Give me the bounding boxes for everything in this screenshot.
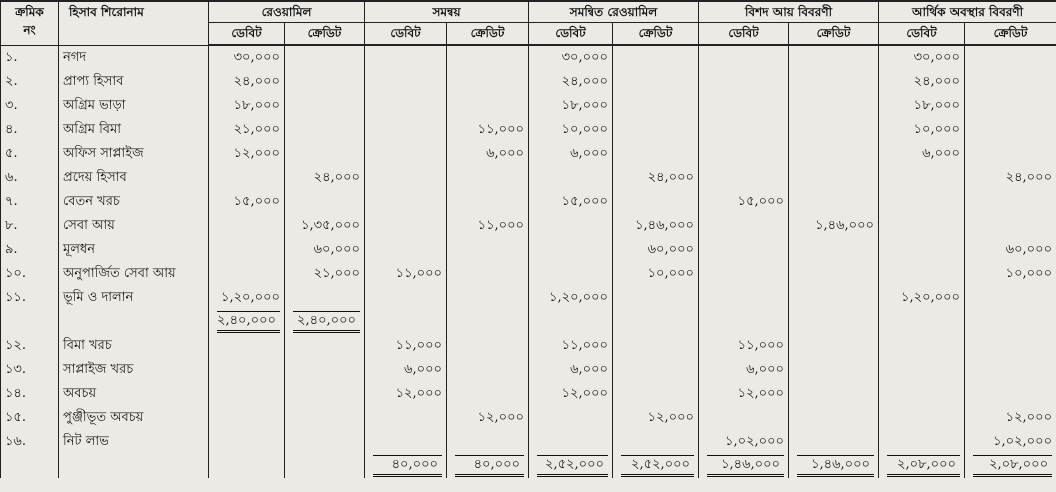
adjusted-tb-debit — [529, 166, 613, 190]
trial-balance-credit — [285, 382, 365, 406]
table-row — [1, 190, 1056, 214]
serial-number: ৫. — [1, 142, 59, 166]
adjustment-debit — [365, 70, 447, 94]
credit-header: ক্রেডিট — [285, 23, 365, 46]
adjustment-debit — [365, 118, 447, 142]
serial-number: ১৪. — [1, 382, 59, 406]
financial-position-credit — [965, 45, 1056, 70]
adjusted-tb-credit-total — [613, 454, 699, 478]
income-statement-credit — [789, 238, 879, 262]
financial-position-debit — [879, 358, 965, 382]
table-row — [1, 142, 1056, 166]
table-body — [1, 45, 1056, 478]
income-statement-credit — [789, 45, 879, 70]
table-row — [1, 238, 1056, 262]
trial-balance-credit — [285, 454, 365, 478]
adjustment-credit — [447, 238, 529, 262]
financial-position-debit: ১০,০০০ — [879, 118, 965, 142]
income-statement-debit — [699, 262, 789, 286]
adjustment-credit — [447, 190, 529, 214]
adjusted-tb-credit — [613, 334, 699, 358]
account-title: বেতন খরচ — [59, 190, 209, 214]
adjustment-credit — [447, 262, 529, 286]
adjustment-debit — [365, 406, 447, 430]
serial-header-line2: নং — [23, 23, 36, 37]
adjustment-debit — [365, 214, 447, 238]
financial-position-credit — [965, 70, 1056, 94]
adjustment-credit — [447, 70, 529, 94]
serial-number — [1, 454, 59, 478]
account-title: অগ্রিম বিমা — [59, 118, 209, 142]
income-statement-credit — [789, 142, 879, 166]
serial-number: ১. — [1, 45, 59, 70]
financial-position-debit — [879, 166, 965, 190]
financial-position-debit — [879, 430, 965, 454]
income-statement-debit — [699, 70, 789, 94]
adjusted-tb-debit: ৬,০০০ — [529, 142, 613, 166]
adjustment-credit: ১১,০০০ — [447, 214, 529, 238]
table-row — [1, 406, 1056, 430]
adjustment-debit — [365, 166, 447, 190]
trial-balance-debit — [209, 358, 285, 382]
total-amount: ৪০,০০০ — [455, 455, 524, 477]
adjustment-debit-total — [365, 454, 447, 478]
adjusted-tb-credit — [613, 286, 699, 310]
adjustment-debit — [365, 286, 447, 310]
table-row — [1, 214, 1056, 238]
income-statement-debit — [699, 166, 789, 190]
income-statement-debit: ১১,০০০ — [699, 334, 789, 358]
account-title: সেবা আয় — [59, 214, 209, 238]
income-statement-debit: ১২,০০০ — [699, 382, 789, 406]
adjustment-debit — [365, 94, 447, 118]
trial-balance-credit: ২১,০০০ — [285, 262, 365, 286]
serial-number: ৮. — [1, 214, 59, 238]
financial-position-credit — [965, 286, 1056, 310]
trial-balance-debit: ১৮,০০০ — [209, 94, 285, 118]
financial-position-debit — [879, 382, 965, 406]
adjustment-credit: ১২,০০০ — [447, 406, 529, 430]
financial-position-header: আর্থিক অবস্থার বিবরণী — [879, 1, 1056, 23]
trial-balance-debit — [209, 430, 285, 454]
table-row — [1, 286, 1056, 310]
adjustment-debit — [365, 310, 447, 334]
income-statement-credit: ১,৪৬,০০০ — [789, 214, 879, 238]
adjusted-tb-debit: ১১,০০০ — [529, 334, 613, 358]
account-title: পুঞ্জীভূত অবচয় — [59, 406, 209, 430]
adjustment-debit: ১১,০০০ — [365, 334, 447, 358]
adjusted-tb-credit — [613, 358, 699, 382]
total-amount: ২,০৮,০০০ — [887, 455, 960, 477]
income-statement-credit — [789, 334, 879, 358]
adjustment-credit — [447, 430, 529, 454]
account-title: সাপ্লাইজ খরচ — [59, 358, 209, 382]
serial-number: ৩. — [1, 94, 59, 118]
financial-position-credit: ৬০,০০০ — [965, 238, 1056, 262]
trial-balance-credit — [285, 286, 365, 310]
trial-balance-credit — [285, 142, 365, 166]
trial-balance-debit: ২১,০০০ — [209, 118, 285, 142]
income-statement-debit: ১৫,০০০ — [699, 190, 789, 214]
income-statement-debit — [699, 238, 789, 262]
financial-position-credit: ১,০২,০০০ — [965, 430, 1056, 454]
trial-balance-credit: ১,৩৫,০০০ — [285, 214, 365, 238]
adjustment-credit — [447, 310, 529, 334]
serial-number: ৬. — [1, 166, 59, 190]
total-amount: ২,৫২,০০০ — [621, 455, 694, 477]
income-statement-debit: ৬,০০০ — [699, 358, 789, 382]
income-statement-credit — [789, 190, 879, 214]
adjustment-credit — [447, 45, 529, 70]
financial-position-debit-total — [879, 454, 965, 478]
income-statement-debit-total — [699, 454, 789, 478]
trial-balance-credit — [285, 118, 365, 142]
debit-header: ডেবিট — [699, 23, 789, 46]
adjustment-credit — [447, 358, 529, 382]
trial-balance-debit — [209, 238, 285, 262]
trial-balance-debit — [209, 406, 285, 430]
adjusted-tb-debit — [529, 238, 613, 262]
financial-position-debit — [879, 262, 965, 286]
income-statement-credit — [789, 310, 879, 334]
adjustment-credit — [447, 334, 529, 358]
financial-position-credit — [965, 142, 1056, 166]
account-title: ভূমি ও দালান — [59, 286, 209, 310]
adjustment-credit — [447, 94, 529, 118]
trial-balance-credit-total — [285, 310, 365, 334]
adjusted-tb-credit — [613, 310, 699, 334]
table-row — [1, 118, 1056, 142]
trial-balance-credit — [285, 70, 365, 94]
serial-number: ১১. — [1, 286, 59, 310]
debit-header: ডেবিট — [879, 23, 965, 46]
adjusted-tb-debit-total — [529, 454, 613, 478]
adjustment-credit-total — [447, 454, 529, 478]
trial-balance-debit-total — [209, 310, 285, 334]
adjustment-debit: ১২,০০০ — [365, 382, 447, 406]
credit-header: ক্রেডিট — [789, 23, 879, 46]
adjusted-tb-debit: ২৪,০০০ — [529, 70, 613, 94]
adjusted-tb-debit: ১২,০০০ — [529, 382, 613, 406]
adjusted-tb-debit: ১৮,০০০ — [529, 94, 613, 118]
serial-number: ১৩. — [1, 358, 59, 382]
trial-balance-debit — [209, 166, 285, 190]
adjustment-credit: ১১,০০০ — [447, 118, 529, 142]
income-statement-debit — [699, 94, 789, 118]
income-statement-credit — [789, 94, 879, 118]
trial-balance-debit: ১৫,০০০ — [209, 190, 285, 214]
trial-balance-credit — [285, 358, 365, 382]
adjusted-tb-credit: ১,৪৬,০০০ — [613, 214, 699, 238]
account-title: অনুপার্জিত সেবা আয় — [59, 262, 209, 286]
financial-position-credit: ১২,০০০ — [965, 406, 1056, 430]
debit-header: ডেবিট — [209, 23, 285, 46]
trial-balance-credit — [285, 45, 365, 70]
adjusted-tb-credit — [613, 430, 699, 454]
trial-balance-credit: ২৪,০০০ — [285, 166, 365, 190]
serial-number: ৭. — [1, 190, 59, 214]
income-statement-debit — [699, 310, 789, 334]
adjustment-debit: ৬,০০০ — [365, 358, 447, 382]
table-row — [1, 45, 1056, 70]
income-statement-debit — [699, 142, 789, 166]
account-title — [59, 454, 209, 478]
account-title: প্রদেয় হিসাব — [59, 166, 209, 190]
trial-balance-credit — [285, 94, 365, 118]
financial-position-debit — [879, 190, 965, 214]
account-title: প্রাপ্য হিসাব — [59, 70, 209, 94]
income-statement-debit — [699, 214, 789, 238]
total-amount: ২,৪০,০০০ — [293, 311, 360, 333]
credit-header: ক্রেডিট — [447, 23, 529, 46]
adjusted-tb-debit: ১,২০,০০০ — [529, 286, 613, 310]
adjustment-credit — [447, 382, 529, 406]
account-title: অগ্রিম ভাড়া — [59, 94, 209, 118]
income-statement-credit — [789, 286, 879, 310]
financial-position-credit — [965, 310, 1056, 334]
income-statement-credit — [789, 430, 879, 454]
income-statement-credit — [789, 382, 879, 406]
adjustment-debit — [365, 190, 447, 214]
income-statement-debit — [699, 406, 789, 430]
table-row — [1, 70, 1056, 94]
adjusted-tb-debit — [529, 406, 613, 430]
financial-position-credit — [965, 118, 1056, 142]
financial-position-credit — [965, 94, 1056, 118]
adjusted-tb-debit — [529, 310, 613, 334]
financial-position-debit — [879, 406, 965, 430]
financial-position-credit — [965, 190, 1056, 214]
account-title: বিমা খরচ — [59, 334, 209, 358]
income-statement-debit — [699, 45, 789, 70]
credit-header: ক্রেডিট — [613, 23, 699, 46]
financial-position-credit — [965, 334, 1056, 358]
trial-balance-debit — [209, 334, 285, 358]
table-row — [1, 382, 1056, 406]
adjusted-tb-credit: ১২,০০০ — [613, 406, 699, 430]
adjustment-debit — [365, 142, 447, 166]
table-row — [1, 166, 1056, 190]
adjustment-credit — [447, 286, 529, 310]
income-statement-header: বিশদ আয় বিবরণী — [699, 1, 879, 23]
financial-position-credit — [965, 214, 1056, 238]
adjustment-debit — [365, 430, 447, 454]
table-header — [1, 1, 1056, 45]
trial-balance-debit: ১২,০০০ — [209, 142, 285, 166]
serial-number: ১২. — [1, 334, 59, 358]
adjusted-tb-debit: ১৫,০০০ — [529, 190, 613, 214]
table-row — [1, 430, 1056, 454]
adjusted-tb-debit: ৬,০০০ — [529, 358, 613, 382]
total-row — [1, 310, 1056, 334]
serial-number: ১৫. — [1, 406, 59, 430]
income-statement-credit — [789, 262, 879, 286]
account-title: অফিস সাপ্লাইজ — [59, 142, 209, 166]
income-statement-debit — [699, 286, 789, 310]
total-amount: ৪০,০০০ — [373, 455, 442, 477]
table-row — [1, 262, 1056, 286]
trial-balance-credit: ৬০,০০০ — [285, 238, 365, 262]
serial-header-line1: ক্রমিক — [15, 5, 44, 19]
trial-balance-debit: ৩০,০০০ — [209, 45, 285, 70]
income-statement-credit — [789, 70, 879, 94]
adjusted-tb-credit — [613, 94, 699, 118]
account-title: নগদ — [59, 45, 209, 70]
income-statement-credit — [789, 166, 879, 190]
adjusted-tb-debit — [529, 430, 613, 454]
adjusted-tb-debit — [529, 262, 613, 286]
adjustments-header: সমন্বয় — [365, 1, 529, 23]
adjusted-tb-credit — [613, 45, 699, 70]
trial-balance-credit — [285, 190, 365, 214]
adjusted-tb-credit — [613, 70, 699, 94]
table-row — [1, 334, 1056, 358]
adjusted-tb-credit — [613, 118, 699, 142]
financial-position-credit-total — [965, 454, 1056, 478]
financial-position-debit: ১৮,০০০ — [879, 94, 965, 118]
credit-header: ক্রেডিট — [965, 23, 1056, 46]
serial-number: ৪. — [1, 118, 59, 142]
adjusted-trial-balance-header: সমন্বিত রেওয়ামিল — [529, 1, 699, 23]
table-row — [1, 94, 1056, 118]
adjusted-tb-credit — [613, 190, 699, 214]
financial-position-debit — [879, 214, 965, 238]
serial-header — [1, 1, 59, 45]
serial-number: ১০. — [1, 262, 59, 286]
financial-position-credit — [965, 358, 1056, 382]
trial-balance-credit — [285, 430, 365, 454]
income-statement-credit — [789, 118, 879, 142]
financial-position-credit: ২৪,০০০ — [965, 166, 1056, 190]
adjustment-debit — [365, 238, 447, 262]
adjustment-debit — [365, 45, 447, 70]
income-statement-debit — [699, 118, 789, 142]
financial-position-credit: ১০,০০০ — [965, 262, 1056, 286]
income-statement-credit — [789, 406, 879, 430]
total-amount: ২,৫২,০০০ — [537, 455, 608, 477]
account-title — [59, 310, 209, 334]
financial-position-debit: ৩০,০০০ — [879, 45, 965, 70]
adjusted-tb-credit: ১০,০০০ — [613, 262, 699, 286]
trial-balance-debit — [209, 454, 285, 478]
financial-position-debit — [879, 238, 965, 262]
table-row — [1, 358, 1056, 382]
adjustment-credit — [447, 166, 529, 190]
total-amount: ১,৪৬,০০০ — [707, 455, 784, 477]
serial-number: ১৬. — [1, 430, 59, 454]
total-amount: ২,০৮,০০০ — [973, 455, 1052, 477]
trial-balance-debit — [209, 262, 285, 286]
adjustment-credit: ৬,০০০ — [447, 142, 529, 166]
financial-position-debit — [879, 334, 965, 358]
adjusted-tb-credit: ২৪,০০০ — [613, 166, 699, 190]
adjusted-tb-credit: ৬০,০০০ — [613, 238, 699, 262]
financial-position-debit: ৬,০০০ — [879, 142, 965, 166]
total-row — [1, 454, 1056, 478]
adjusted-tb-debit — [529, 214, 613, 238]
account-title: অবচয় — [59, 382, 209, 406]
trial-balance-debit — [209, 382, 285, 406]
serial-number — [1, 310, 59, 334]
debit-header: ডেবিট — [529, 23, 613, 46]
serial-number: ৯. — [1, 238, 59, 262]
financial-position-credit — [965, 382, 1056, 406]
trial-balance-header: রেওয়ামিল — [209, 1, 365, 23]
total-amount: ২,৪০,০০০ — [217, 311, 280, 333]
financial-position-debit: ২৪,০০০ — [879, 70, 965, 94]
income-statement-credit — [789, 358, 879, 382]
adjusted-tb-debit: ১০,০০০ — [529, 118, 613, 142]
account-title-header: হিসাব শিরোনাম — [59, 1, 209, 45]
total-amount: ১,৪৬,০০০ — [797, 455, 874, 477]
trial-balance-credit — [285, 406, 365, 430]
trial-balance-credit — [285, 334, 365, 358]
income-statement-credit-total — [789, 454, 879, 478]
adjusted-tb-credit — [613, 142, 699, 166]
adjusted-tb-credit — [613, 382, 699, 406]
financial-position-debit — [879, 310, 965, 334]
serial-number: ২. — [1, 70, 59, 94]
adjustment-debit: ১১,০০০ — [365, 262, 447, 286]
debit-header: ডেবিট — [365, 23, 447, 46]
trial-balance-debit: ২৪,০০০ — [209, 70, 285, 94]
account-title: নিট লাভ — [59, 430, 209, 454]
trial-balance-debit — [209, 214, 285, 238]
account-title: মূলধন — [59, 238, 209, 262]
financial-position-debit: ১,২০,০০০ — [879, 286, 965, 310]
adjusted-tb-debit: ৩০,০০০ — [529, 45, 613, 70]
trial-balance-debit: ১,২০,০০০ — [209, 286, 285, 310]
income-statement-debit: ১,০২,০০০ — [699, 430, 789, 454]
